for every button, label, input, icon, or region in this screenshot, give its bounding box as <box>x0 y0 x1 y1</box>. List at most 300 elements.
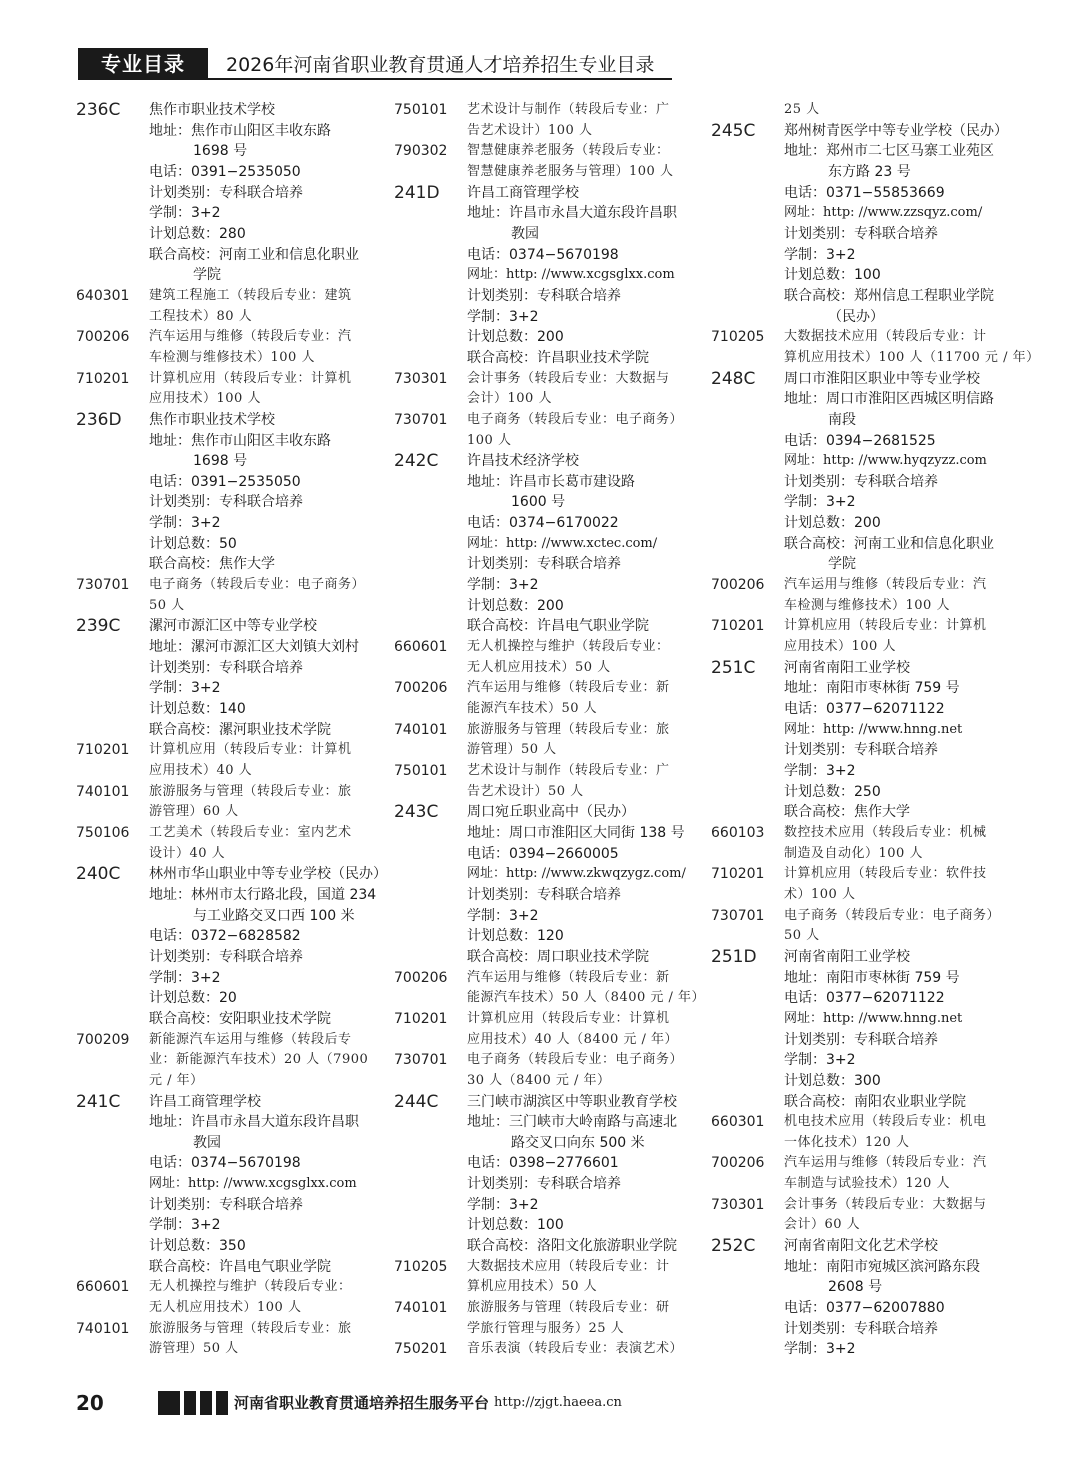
school-info-text: 网址：http: //www.zzsqyz.com/ <box>784 205 983 221</box>
school-info-line <box>711 245 1011 266</box>
program-line <box>394 121 694 142</box>
school-info-line <box>711 224 1011 245</box>
program-text: 无人机操控与维护（转段后专业： <box>467 639 670 655</box>
program-text: 制造及自动化）100 人 <box>784 845 923 861</box>
program-line <box>711 926 1011 947</box>
school-heading <box>394 1092 694 1113</box>
school-info-line <box>394 1133 694 1154</box>
program-text: 学旅行管理与服务）25 人 <box>467 1320 625 1336</box>
school-info-text: 电话：0398−2776601 <box>467 1155 619 1172</box>
program-code: 730701 <box>76 577 130 594</box>
program-code: 710201 <box>711 618 765 635</box>
school-info-line <box>711 162 1011 183</box>
school-heading <box>394 451 694 472</box>
school-entry <box>76 1092 376 1278</box>
school-info-text: 网址：http: //www.hnng.net <box>784 721 963 737</box>
school-entry <box>394 183 694 369</box>
program-entry <box>711 616 1011 657</box>
school-heading <box>711 1236 1011 1257</box>
school-info-line <box>76 141 376 162</box>
program-text: 车制造与试验技术）120 人 <box>784 1176 950 1192</box>
program-line <box>394 389 694 410</box>
program-line <box>76 823 376 844</box>
school-info-text: 地址：南阳市宛城区滨河路东段 <box>784 1258 980 1275</box>
school-info-line <box>711 699 1011 720</box>
program-text: 旅游服务与管理（转段后专业：旅 <box>467 721 670 737</box>
school-info-line <box>76 1195 376 1216</box>
school-info-line <box>711 968 1011 989</box>
program-code: 750101 <box>394 763 448 779</box>
program-entry <box>394 637 694 678</box>
school-info-text: 计划类别：专科联合培养 <box>149 659 303 676</box>
school-info-text: 联合高校：南阳农业职业学院 <box>784 1093 966 1110</box>
school-heading <box>394 183 694 204</box>
school-info-line <box>711 1257 1011 1278</box>
program-entry <box>76 1277 376 1318</box>
school-info-line <box>394 1195 694 1216</box>
school-info-text: 1698 号 <box>193 143 248 160</box>
program-entry <box>76 782 376 823</box>
school-code: 240C <box>76 864 121 885</box>
program-text: 算机应用技术）50 人 <box>467 1279 598 1295</box>
program-line <box>76 327 376 348</box>
school-info-line <box>394 906 694 927</box>
school-info-text: 计划总数：200 <box>784 515 881 532</box>
program-code: 660601 <box>394 639 448 656</box>
school-info-text: 地址：三门峡市大岭南路与高速北 <box>467 1114 677 1131</box>
program-text: 旅游服务与管理（转段后专业：研 <box>467 1300 670 1316</box>
school-info-text: 网址：http: //www.xcgsglxx.com <box>149 1176 357 1192</box>
school-info-line <box>711 1339 1011 1360</box>
school-info-line <box>711 988 1011 1009</box>
school-info-line <box>711 472 1011 493</box>
program-text: 告艺术设计）100 人 <box>467 122 593 138</box>
school-info-text: 南段 <box>828 411 856 428</box>
school-info-line <box>394 844 694 865</box>
school-info-text: 计划类别：专科联合培养 <box>784 473 938 490</box>
program-line <box>76 761 376 782</box>
school-heading <box>711 369 1011 390</box>
school-info-text: 网址：http: //www.hnng.net <box>784 1010 963 1026</box>
school-info-line <box>76 513 376 534</box>
program-text: 电子商务（转段后专业：电子商务） <box>467 1052 684 1068</box>
school-info-text: 电话：0374−5670198 <box>149 1155 301 1172</box>
school-info-text: 地址：林州市太行路北段，国道 234 <box>149 886 377 903</box>
school-info-text: 学制：3+2 <box>149 205 221 222</box>
school-info-text: 电话：0377−62071122 <box>784 990 945 1007</box>
school-code: 244C <box>394 1091 439 1112</box>
school-entry <box>76 616 376 740</box>
school-code: 239C <box>76 616 121 637</box>
school-info-text: 地址：周口市淮阳区西城区明信路 <box>784 391 994 408</box>
school-info-text: 计划类别：专科联合培养 <box>467 886 621 903</box>
school-info-text: 电话：0371−55853669 <box>784 184 945 201</box>
program-text: 汽车运用与维修（转段后专业：新 <box>467 680 670 696</box>
program-text: 汽车运用与维修（转段后专业：汽 <box>149 329 352 345</box>
school-info-text: 计划类别：专科联合培养 <box>784 1320 938 1337</box>
school-info-line <box>76 183 376 204</box>
school-info-line <box>76 1112 376 1133</box>
school-info-text: 电话：0374−5670198 <box>467 246 619 263</box>
school-info-line <box>76 678 376 699</box>
school-info-line <box>711 740 1011 761</box>
school-entry <box>394 1092 694 1257</box>
school-info-line <box>76 906 376 927</box>
program-text: 100 人 <box>467 432 512 448</box>
school-info-text: 学制：3+2 <box>149 1217 221 1234</box>
school-info-text: 计划总数：120 <box>467 928 564 945</box>
school-info-line <box>394 472 694 493</box>
program-line <box>711 616 1011 637</box>
school-info-text: 联合高校：河南工业和信息化职业 <box>784 535 994 552</box>
column-2 <box>394 100 706 1360</box>
school-code: 236D <box>76 409 122 430</box>
program-line <box>394 637 694 658</box>
program-text: 设计）40 人 <box>149 845 226 861</box>
program-code: 700206 <box>711 1155 765 1172</box>
program-text: 游管理）50 人 <box>467 742 557 758</box>
program-text: 一体化技术）120 人 <box>784 1134 910 1150</box>
page-number: 20 <box>76 1391 104 1415</box>
program-line <box>76 286 376 307</box>
program-code: 750201 <box>394 1341 448 1358</box>
program-text: 数控技术应用（转段后专业：机械 <box>784 824 987 840</box>
school-info-text: 联合高校：焦作大学 <box>149 556 275 573</box>
school-heading <box>711 121 1011 142</box>
program-text: 50 人 <box>149 597 185 613</box>
school-info-line <box>76 554 376 575</box>
program-text: 25 人 <box>784 102 820 117</box>
school-heading <box>76 410 376 431</box>
school-info-text: （民办） <box>828 308 884 325</box>
school-name: 周口宛丘职业高中（民办） <box>467 804 635 821</box>
program-text: 机电技术应用（转段后专业：机电 <box>784 1114 987 1130</box>
program-entry <box>394 1050 694 1091</box>
school-info-line <box>76 1257 376 1278</box>
school-info-line <box>76 988 376 1009</box>
school-info-text: 计划总数：100 <box>784 267 881 284</box>
school-info-text: 计划总数：140 <box>149 701 246 718</box>
school-info-text: 计划类别：专科联合培养 <box>467 556 621 573</box>
program-entry <box>711 575 1011 616</box>
program-entry <box>76 286 376 327</box>
school-info-text: 教园 <box>193 1134 221 1151</box>
school-info-text: 学制：3+2 <box>784 494 856 511</box>
school-info-line <box>394 864 694 885</box>
program-line <box>711 1112 1011 1133</box>
program-text: 艺术设计与制作（转段后专业：广 <box>467 102 670 117</box>
school-info-line <box>76 1153 376 1174</box>
program-text: 音乐表演（转段后专业：表演艺术） <box>467 1341 684 1357</box>
school-info-text: 计划总数：200 <box>467 597 564 614</box>
program-line <box>394 369 694 390</box>
program-code: 740101 <box>394 721 448 738</box>
school-info-text: 计划类别：专科联合培养 <box>784 225 938 242</box>
school-info-line <box>76 431 376 452</box>
school-name: 三门峡市湖滨区中等职业教育学校 <box>467 1093 677 1110</box>
column-3 <box>711 100 1040 1360</box>
school-info-line <box>711 720 1011 741</box>
program-line <box>76 1298 376 1319</box>
school-code: 241D <box>394 182 440 203</box>
program-text: 会计）100 人 <box>467 391 552 407</box>
program-entry <box>394 100 694 141</box>
school-info-line <box>394 1153 694 1174</box>
program-text: 会计事务（转段后专业：大数据与 <box>784 1196 987 1212</box>
school-info-line <box>711 183 1011 204</box>
school-info-line <box>76 224 376 245</box>
school-heading <box>76 100 376 121</box>
school-info-line <box>394 926 694 947</box>
school-info-text: 联合高校：周口职业技术学院 <box>467 948 649 965</box>
program-text: 术）100 人 <box>784 886 856 902</box>
program-line <box>76 575 376 596</box>
program-text: 旅游服务与管理（转段后专业：旅 <box>149 783 352 799</box>
school-info-line <box>394 1215 694 1236</box>
school-info-line <box>76 265 376 286</box>
program-entry <box>394 1257 694 1298</box>
program-code: 710201 <box>394 1010 448 1027</box>
school-info-text: 1698 号 <box>193 453 248 470</box>
program-line <box>76 782 376 803</box>
program-text: 能源汽车技术）50 人（8400 元 / 年） <box>467 990 706 1006</box>
program-text: 计算机应用（转段后专业：计算机 <box>149 742 352 758</box>
program-text: 50 人 <box>784 928 820 944</box>
program-line <box>711 906 1011 927</box>
program-code: 730301 <box>394 370 448 387</box>
school-entry <box>394 451 694 637</box>
school-info-text: 学制：3+2 <box>149 515 221 532</box>
program-line <box>711 864 1011 885</box>
school-entry <box>76 100 376 286</box>
program-line <box>711 637 1011 658</box>
program-text: 汽车运用与维修（转段后专业：新 <box>467 969 670 985</box>
program-text: 艺术设计与制作（转段后专业：广 <box>467 763 670 778</box>
program-text: 游管理）50 人 <box>149 1341 239 1357</box>
program-code: 750101 <box>394 102 448 118</box>
school-info-line <box>394 823 694 844</box>
school-info-text: 联合高校：河南工业和信息化职业 <box>149 246 359 263</box>
school-name: 许昌工商管理学校 <box>149 1093 261 1110</box>
school-info-text: 电话：0377−62007880 <box>784 1300 945 1317</box>
school-info-text: 计划类别：专科联合培养 <box>149 184 303 201</box>
school-info-line <box>76 203 376 224</box>
program-line <box>76 1319 376 1340</box>
program-entry <box>711 100 1011 121</box>
program-line <box>394 740 694 761</box>
school-info-text: 计划总数：50 <box>149 535 237 552</box>
school-info-text: 联合高校：漯河职业技术学院 <box>149 721 331 738</box>
program-line <box>76 389 376 410</box>
school-info-line <box>711 1092 1011 1113</box>
school-info-text: 网址：http: //www.zkwqzygz.com/ <box>467 866 686 882</box>
school-info-line <box>394 348 694 369</box>
program-entry <box>76 327 376 368</box>
program-text: 工程技术）80 人 <box>149 308 253 324</box>
school-info-line <box>711 286 1011 307</box>
program-text: 告艺术设计）50 人 <box>467 783 584 799</box>
school-info-line <box>711 410 1011 431</box>
school-info-line <box>76 534 376 555</box>
program-entry <box>76 575 376 616</box>
program-entry <box>394 720 694 761</box>
program-text: 工艺美术（转段后专业：室内艺术 <box>149 824 352 840</box>
program-text: 车检测与维修技术）100 人 <box>149 349 315 365</box>
program-code: 710205 <box>711 329 765 346</box>
school-info-line <box>394 513 694 534</box>
program-line <box>76 348 376 369</box>
school-info-text: 计划总数：100 <box>467 1217 564 1234</box>
program-text: 30 人（8400 元 / 年） <box>467 1072 611 1088</box>
school-info-text: 网址：http: //www.hyqzyzz.com <box>784 453 987 469</box>
school-code: 252C <box>711 1236 756 1257</box>
school-name: 郑州树青医学中等专业学校（民办） <box>784 122 1008 139</box>
school-info-line <box>711 678 1011 699</box>
school-info-text: 计划总数：280 <box>149 225 246 242</box>
program-text: 应用技术）40 人（8400 元 / 年） <box>467 1031 679 1047</box>
column-1 <box>76 100 387 1360</box>
school-info-line <box>76 658 376 679</box>
program-line <box>76 740 376 761</box>
program-code: 790302 <box>394 143 448 160</box>
program-line <box>394 658 694 679</box>
school-info-line <box>711 1277 1011 1298</box>
school-info-text: 计划总数：250 <box>784 783 881 800</box>
program-text: 应用技术）40 人 <box>149 763 253 778</box>
program-text: 算机应用技术）100 人（11700 元 / 年） <box>784 349 1040 365</box>
school-info-text: 2608 号 <box>828 1279 883 1296</box>
page-footer <box>76 1389 1076 1419</box>
school-info-line <box>711 389 1011 410</box>
program-code: 660301 <box>711 1114 765 1131</box>
program-line <box>394 1277 694 1298</box>
program-text: 游管理）60 人 <box>149 804 239 820</box>
school-info-text: 学制：3+2 <box>467 308 539 325</box>
school-info-line <box>76 1174 376 1195</box>
school-info-text: 联合高校：郑州信息工程职业学院 <box>784 287 994 304</box>
school-info-line <box>711 431 1011 452</box>
school-name: 河南省南阳文化艺术学校 <box>784 1238 938 1255</box>
program-entry <box>394 761 694 802</box>
school-info-text: 地址：许昌市永昌大道东段许昌职 <box>467 205 677 222</box>
program-line <box>394 782 694 803</box>
school-info-line <box>394 203 694 224</box>
program-line <box>394 1298 694 1319</box>
program-code: 660601 <box>76 1279 130 1296</box>
program-line <box>394 988 706 1009</box>
school-info-line <box>394 265 694 286</box>
school-info-line <box>76 926 376 947</box>
program-code: 700206 <box>76 329 130 346</box>
program-line <box>394 431 694 452</box>
program-line <box>76 1277 376 1298</box>
school-heading <box>76 1092 376 1113</box>
school-entry <box>711 658 1011 823</box>
school-info-line <box>394 1112 694 1133</box>
program-line <box>711 1133 1011 1154</box>
program-entry <box>76 1319 376 1360</box>
school-info-line <box>76 1215 376 1236</box>
program-text: 大数据技术应用（转段后专业：计 <box>784 329 987 345</box>
school-info-line <box>394 224 694 245</box>
school-info-line <box>394 596 694 617</box>
school-entry <box>711 369 1011 576</box>
school-code: 243C <box>394 802 439 823</box>
school-info-text: 学院 <box>828 556 856 573</box>
school-info-text: 电话：0394−2681525 <box>784 432 936 449</box>
program-code: 730301 <box>711 1196 765 1213</box>
school-info-text: 地址：漯河市源汇区大刘镇大刘村 <box>149 639 359 656</box>
program-line <box>711 100 1011 121</box>
school-name: 焦作市职业技术学校 <box>149 411 275 428</box>
school-info-line <box>711 265 1011 286</box>
program-line <box>76 802 376 823</box>
school-info-text: 联合高校：洛阳文化旅游职业学院 <box>467 1238 677 1255</box>
school-info-text: 联合高校：许昌电气职业学院 <box>467 618 649 635</box>
program-entry <box>394 141 694 182</box>
school-info-line <box>711 802 1011 823</box>
program-line <box>76 596 376 617</box>
school-info-line <box>76 1133 376 1154</box>
program-entry <box>394 410 694 451</box>
program-text: 会计）60 人 <box>784 1217 861 1233</box>
school-info-line <box>711 1319 1011 1340</box>
school-info-text: 计划类别：专科联合培养 <box>149 948 303 965</box>
program-text: 汽车运用与维修（转段后专业：汽 <box>784 1155 987 1171</box>
program-text: 智慧健康养老服务（转段后专业： <box>467 143 670 159</box>
school-info-line <box>76 947 376 968</box>
program-entry <box>394 1339 694 1360</box>
school-info-line <box>76 492 376 513</box>
school-info-text: 地址：南阳市枣林街 759 号 <box>784 969 960 986</box>
school-info-text: 教园 <box>511 225 539 242</box>
school-code: 248C <box>711 368 756 389</box>
school-info-text: 与工业路交叉口西 100 米 <box>193 907 355 924</box>
program-code: 740101 <box>394 1300 448 1317</box>
program-line <box>711 1153 1011 1174</box>
program-text: 新能源汽车运用与维修（转段后专 <box>149 1031 352 1047</box>
program-line <box>76 1071 376 1092</box>
program-line <box>76 1030 376 1051</box>
program-text: 业：新能源汽车技术）20 人（7900 <box>149 1052 369 1068</box>
school-info-text: 计划总数：350 <box>149 1238 246 1255</box>
program-entry <box>711 823 1011 864</box>
school-entry <box>76 864 387 1029</box>
program-text: 应用技术）100 人 <box>784 639 896 655</box>
school-info-text: 学制：3+2 <box>467 907 539 924</box>
section-tag: 专业目录 <box>78 48 208 80</box>
school-info-text: 联合高校：许昌职业技术学院 <box>467 349 649 366</box>
school-info-line <box>76 245 376 266</box>
program-text: 能源汽车技术）50 人 <box>467 701 598 717</box>
school-info-line <box>711 492 1011 513</box>
program-text: 建筑工程施工（转段后专业：建筑 <box>149 287 352 303</box>
program-line <box>394 162 694 183</box>
program-line <box>711 327 1011 348</box>
program-text: 会计事务（转段后专业：大数据与 <box>467 370 670 386</box>
page-header <box>78 48 672 80</box>
program-line <box>76 844 376 865</box>
school-info-line <box>394 307 694 328</box>
school-info-text: 地址：南阳市枣林街 759 号 <box>784 680 960 697</box>
program-code: 740101 <box>76 1320 130 1337</box>
school-info-line <box>394 947 694 968</box>
program-line <box>711 575 1011 596</box>
school-info-text: 地址：周口市淮阳区大同街 138 号 <box>467 824 685 841</box>
program-line <box>394 1339 694 1360</box>
program-entry <box>394 678 694 719</box>
program-line <box>394 968 694 989</box>
